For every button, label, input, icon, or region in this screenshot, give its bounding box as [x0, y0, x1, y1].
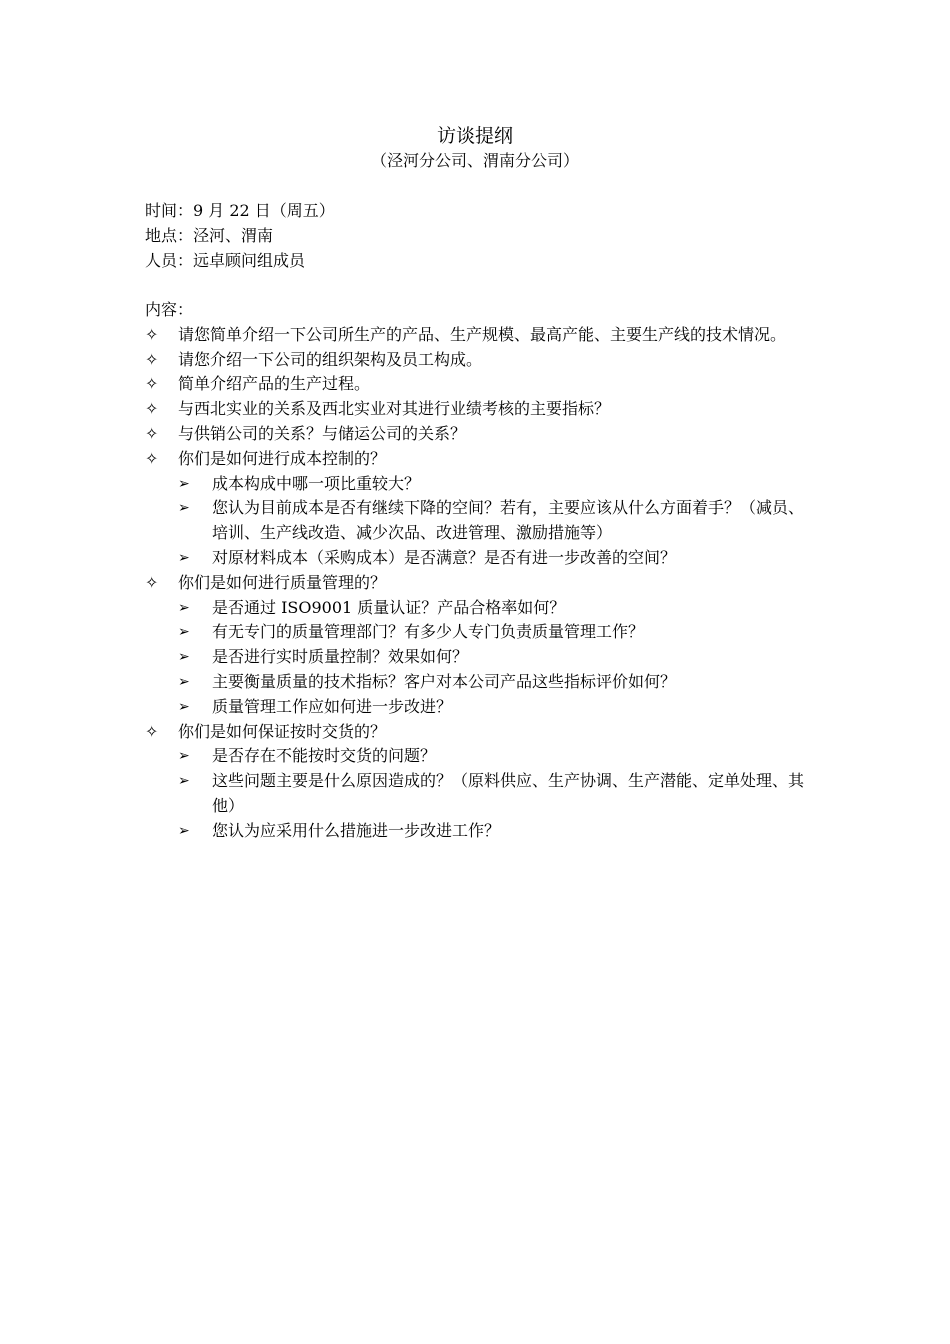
diamond-bullet-icon: ✧: [145, 324, 159, 344]
question-text: 简单介绍产品的生产过程。: [178, 374, 371, 394]
sub-question-item: [178, 819, 815, 844]
sub-question-text: 质量管理工作应如何进一步改进？: [212, 696, 453, 716]
sub-question-item: [178, 472, 815, 497]
question-item: [145, 348, 815, 373]
arrow-bullet-icon: ➢: [178, 500, 190, 517]
meta-people: 人员：远卓顾问组成员: [145, 250, 306, 270]
question-row: [145, 348, 815, 373]
arrow-bullet-icon: ➢: [178, 599, 190, 616]
sub-question-text: 这些问题主要是什么原因造成的？（原料供应、生产协调、生产潜能、定单处理、其他）: [212, 771, 805, 815]
sub-question-text: 对原材料成本（采购成本）是否满意？是否有进一步改善的空间？: [212, 547, 677, 567]
sub-question-item: [178, 645, 815, 670]
sub-question-item: [178, 695, 815, 720]
diamond-bullet-icon: ✧: [145, 721, 159, 741]
question-item: [145, 422, 815, 447]
sub-question-item: [178, 670, 815, 695]
question-item: [145, 323, 815, 348]
question-text: 与供销公司的关系？与储运公司的关系？: [178, 423, 467, 443]
sub-question-list: [178, 472, 815, 571]
arrow-bullet-icon: ➢: [178, 673, 190, 690]
question-row: [145, 422, 815, 447]
meta-block: [145, 199, 815, 273]
content-label: 内容：: [145, 300, 194, 319]
content-section: [145, 298, 815, 844]
sub-question-text: 您认为应采用什么措施进一步改进工作？: [212, 820, 501, 840]
question-item: [145, 720, 815, 844]
sub-question-text: 主要衡量质量的技术指标？客户对本公司产品这些指标评价如何？: [212, 671, 677, 691]
arrow-bullet-icon: ➢: [178, 698, 190, 715]
document-title: 访谈提纲: [436, 125, 513, 147]
sub-question-item: [178, 620, 815, 645]
sub-question-text: 成本构成中哪一项比重较大？: [212, 473, 421, 493]
meta-place: 地点：泾河、渭南: [145, 225, 274, 245]
question-row: [145, 571, 815, 596]
sub-question-text: 是否存在不能按时交货的问题？: [212, 746, 437, 766]
sub-question-list: [178, 744, 815, 843]
sub-question-item: [178, 744, 815, 769]
meta-time: 时间：9 月 22 日（周五）: [145, 201, 335, 220]
question-row: [145, 720, 815, 745]
diamond-bullet-icon: ✧: [145, 572, 159, 592]
question-item: [145, 571, 815, 720]
sub-question-text: 有无专门的质量管理部门？有多少人专门负责质量管理工作？: [212, 622, 645, 642]
arrow-bullet-icon: ➢: [178, 822, 190, 839]
arrow-bullet-icon: ➢: [178, 549, 190, 566]
question-row: [145, 372, 815, 397]
arrow-bullet-icon: ➢: [178, 649, 190, 666]
question-text: 你们是如何保证按时交货的？: [178, 721, 387, 741]
arrow-bullet-icon: ➢: [178, 624, 190, 641]
question-row: [145, 447, 815, 472]
sub-question-text: 是否通过 ISO9001 质量认证？产品合格率如何？: [212, 597, 566, 617]
question-text: 你们是如何进行成本控制的？: [178, 448, 387, 468]
arrow-bullet-icon: ➢: [178, 773, 190, 790]
sub-question-text: 是否进行实时质量控制？效果如何？: [212, 647, 469, 667]
question-row: [145, 397, 815, 422]
diamond-bullet-icon: ✧: [145, 399, 159, 419]
question-text: 请您介绍一下公司的组织架构及员工构成。: [178, 349, 483, 369]
sub-question-item: [178, 546, 815, 571]
arrow-bullet-icon: ➢: [178, 475, 190, 492]
question-list: [145, 323, 815, 844]
question-item: [145, 372, 815, 397]
sub-question-text: 您认为目前成本是否有继续下降的空间？若有，主要应该从什么方面着手？（减员、培训、生产线改造、减少次品、改进管理、激励措施等）: [212, 498, 805, 543]
arrow-bullet-icon: ➢: [178, 748, 190, 765]
sub-question-item: [178, 596, 815, 621]
sub-question-item: [178, 769, 815, 819]
question-text: 与西北实业的关系及西北实业对其进行业绩考核的主要指标？: [178, 399, 611, 419]
document-subtitle: （泾河分公司、渭南分公司）: [370, 151, 579, 170]
question-row: [145, 323, 815, 348]
sub-question-list: [178, 596, 815, 720]
question-item: [145, 447, 815, 571]
question-text: 请您简单介绍一下公司所生产的产品、生产规模、最高产能、主要生产线的技术情况。: [178, 324, 787, 344]
diamond-bullet-icon: ✧: [145, 349, 159, 369]
sub-question-item: [178, 496, 815, 546]
question-text: 你们是如何进行质量管理的？: [178, 572, 387, 592]
diamond-bullet-icon: ✧: [145, 374, 159, 394]
question-item: [145, 397, 815, 422]
diamond-bullet-icon: ✧: [145, 448, 159, 468]
diamond-bullet-icon: ✧: [145, 423, 159, 443]
